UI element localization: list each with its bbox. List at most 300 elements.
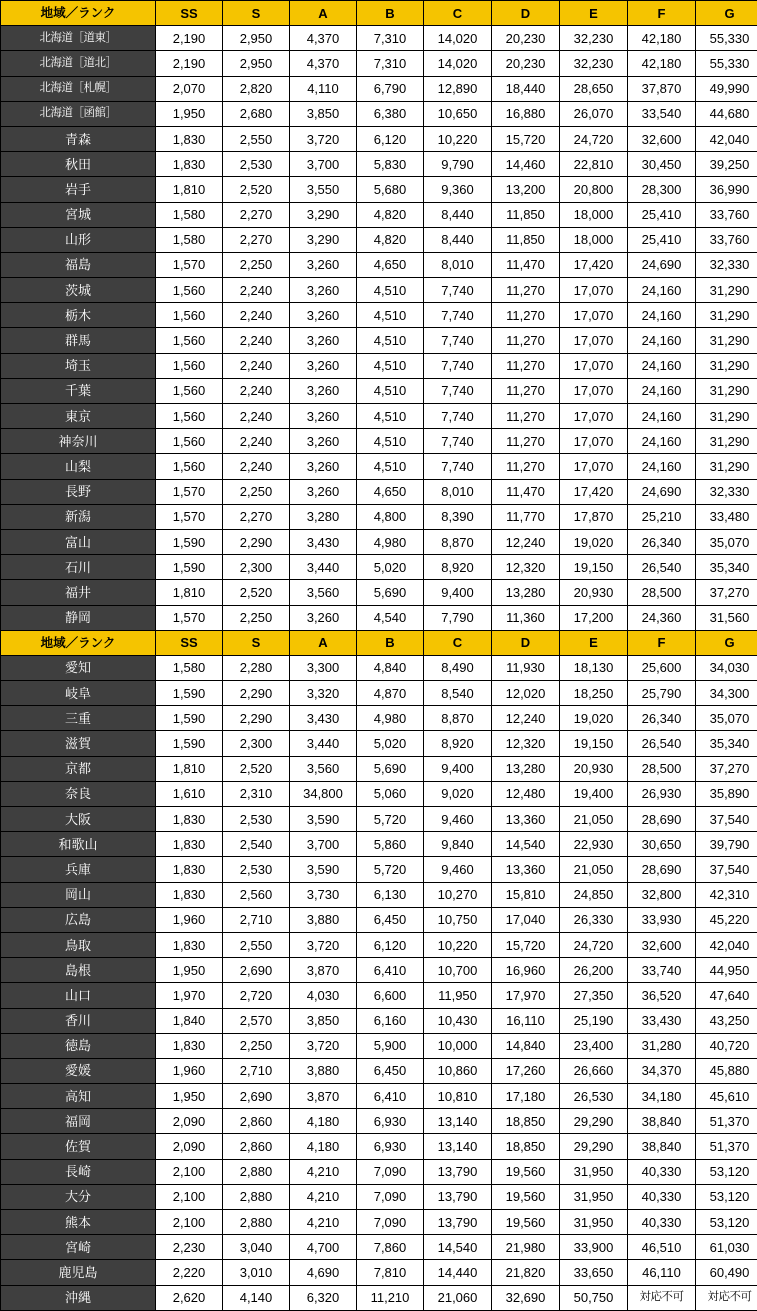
cell-price: 1,560 xyxy=(156,404,223,429)
row-header-region: 福岡 xyxy=(1,1109,156,1134)
cell-price: 9,400 xyxy=(424,580,492,605)
cell-price: 44,950 xyxy=(696,958,757,983)
cell-price: 12,320 xyxy=(492,555,560,580)
cell-price: 2,310 xyxy=(223,781,290,806)
table-row xyxy=(1,429,757,454)
cell-price: 2,710 xyxy=(223,1058,290,1083)
row-header-region: 茨城 xyxy=(1,278,156,303)
cell-price: 31,290 xyxy=(696,454,757,479)
cell-price: 45,610 xyxy=(696,1084,757,1109)
cell-price: 2,070 xyxy=(156,76,223,101)
cell-price: 5,900 xyxy=(357,1033,424,1058)
cell-price: 42,310 xyxy=(696,882,757,907)
column-header-rank: S xyxy=(223,1,290,26)
cell-price: 2,620 xyxy=(156,1285,223,1310)
cell-price: 20,230 xyxy=(492,51,560,76)
table-row xyxy=(1,655,757,680)
cell-price: 43,250 xyxy=(696,1008,757,1033)
cell-price: 2,300 xyxy=(223,731,290,756)
cell-price: 33,760 xyxy=(696,202,757,227)
cell-price: 6,450 xyxy=(357,1058,424,1083)
row-header-region: 青森 xyxy=(1,126,156,151)
cell-price: 23,400 xyxy=(560,1033,628,1058)
cell-price: 37,270 xyxy=(696,756,757,781)
cell-price: 11,470 xyxy=(492,252,560,277)
cell-price: 21,050 xyxy=(560,857,628,882)
cell-price: 2,100 xyxy=(156,1210,223,1235)
cell-price: 1,590 xyxy=(156,731,223,756)
cell-price: 13,280 xyxy=(492,580,560,605)
cell-price: 4,510 xyxy=(357,278,424,303)
cell-price: 34,370 xyxy=(628,1058,696,1083)
cell-price: 18,850 xyxy=(492,1134,560,1159)
cell-price: 20,930 xyxy=(560,756,628,781)
cell-price: 3,440 xyxy=(290,731,357,756)
cell-price: 26,340 xyxy=(628,706,696,731)
cell-price: 4,650 xyxy=(357,252,424,277)
column-header-region: 地域／ランク xyxy=(1,630,156,655)
cell-price: 11,270 xyxy=(492,328,560,353)
cell-price: 40,330 xyxy=(628,1184,696,1209)
cell-price: 5,060 xyxy=(357,781,424,806)
row-header-region: 群馬 xyxy=(1,328,156,353)
cell-price: 31,290 xyxy=(696,328,757,353)
cell-price: 4,800 xyxy=(357,504,424,529)
cell-price: 17,070 xyxy=(560,378,628,403)
cell-price: 32,600 xyxy=(628,126,696,151)
cell-price: 45,880 xyxy=(696,1058,757,1083)
cell-price: 2,880 xyxy=(223,1184,290,1209)
row-header-region: 岩手 xyxy=(1,177,156,202)
cell-price: 4,840 xyxy=(357,655,424,680)
cell-price: 24,160 xyxy=(628,378,696,403)
row-header-region: 和歌山 xyxy=(1,832,156,857)
cell-price: 36,990 xyxy=(696,177,757,202)
cell-price: 15,720 xyxy=(492,932,560,957)
cell-price: 55,330 xyxy=(696,26,757,51)
row-header-region: 京都 xyxy=(1,756,156,781)
cell-price: 2,280 xyxy=(223,655,290,680)
cell-price: 1,560 xyxy=(156,278,223,303)
cell-price: 17,070 xyxy=(560,429,628,454)
column-header-rank: C xyxy=(424,1,492,26)
table-row xyxy=(1,152,757,177)
table-row xyxy=(1,101,757,126)
row-header-region: 岡山 xyxy=(1,882,156,907)
cell-price: 1,560 xyxy=(156,353,223,378)
row-header-region: 沖縄 xyxy=(1,1285,156,1310)
cell-price: 11,270 xyxy=(492,303,560,328)
row-header-region: 滋賀 xyxy=(1,731,156,756)
cell-price: 21,060 xyxy=(424,1285,492,1310)
row-header-region: 栃木 xyxy=(1,303,156,328)
cell-price: 3,550 xyxy=(290,177,357,202)
cell-price: 8,010 xyxy=(424,252,492,277)
cell-price: 18,130 xyxy=(560,655,628,680)
cell-price: 8,440 xyxy=(424,227,492,252)
cell-price: 19,560 xyxy=(492,1184,560,1209)
row-header-region: 東京 xyxy=(1,404,156,429)
cell-price: 18,440 xyxy=(492,76,560,101)
cell-price: 60,490 xyxy=(696,1260,757,1285)
cell-price: 31,950 xyxy=(560,1210,628,1235)
cell-price: 33,930 xyxy=(628,907,696,932)
table-header-row xyxy=(1,1,757,26)
cell-price: 49,990 xyxy=(696,76,757,101)
table-row xyxy=(1,454,757,479)
cell-price: 32,230 xyxy=(560,51,628,76)
cell-price: 3,870 xyxy=(290,958,357,983)
cell-price: 12,480 xyxy=(492,781,560,806)
cell-price: 9,790 xyxy=(424,152,492,177)
cell-price: 18,850 xyxy=(492,1109,560,1134)
cell-price: 7,860 xyxy=(357,1235,424,1260)
table-row xyxy=(1,529,757,554)
cell-price: 4,540 xyxy=(357,605,424,630)
table-row xyxy=(1,76,757,101)
cell-price: 4,510 xyxy=(357,303,424,328)
column-header-rank: D xyxy=(492,630,560,655)
cell-price: 7,740 xyxy=(424,278,492,303)
table-row xyxy=(1,1008,757,1033)
cell-price: 2,520 xyxy=(223,580,290,605)
cell-price: 10,810 xyxy=(424,1084,492,1109)
cell-price: 17,970 xyxy=(492,983,560,1008)
cell-price: 42,180 xyxy=(628,26,696,51)
cell-price: 24,360 xyxy=(628,605,696,630)
cell-price: 16,110 xyxy=(492,1008,560,1033)
table-row xyxy=(1,907,757,932)
cell-price: 5,690 xyxy=(357,756,424,781)
column-header-rank: D xyxy=(492,1,560,26)
cell-price: 20,800 xyxy=(560,177,628,202)
cell-price: 27,350 xyxy=(560,983,628,1008)
cell-price: 5,690 xyxy=(357,580,424,605)
table-row xyxy=(1,1159,757,1184)
cell-price: 37,870 xyxy=(628,76,696,101)
cell-price: 3,430 xyxy=(290,529,357,554)
cell-price: 28,690 xyxy=(628,807,696,832)
row-header-region: 徳島 xyxy=(1,1033,156,1058)
cell-price: 4,370 xyxy=(290,26,357,51)
cell-price: 2,090 xyxy=(156,1109,223,1134)
cell-price: 4,820 xyxy=(357,202,424,227)
cell-price: 13,360 xyxy=(492,857,560,882)
cell-price: 17,070 xyxy=(560,278,628,303)
table-row xyxy=(1,882,757,907)
cell-price: 7,090 xyxy=(357,1210,424,1235)
cell-price: 10,750 xyxy=(424,907,492,932)
row-header-region: 兵庫 xyxy=(1,857,156,882)
cell-price: 3,560 xyxy=(290,580,357,605)
cell-price: 2,240 xyxy=(223,429,290,454)
cell-price: 13,200 xyxy=(492,177,560,202)
cell-price: 2,950 xyxy=(223,26,290,51)
cell-price: 7,740 xyxy=(424,353,492,378)
table-row xyxy=(1,404,757,429)
row-header-region: 静岡 xyxy=(1,605,156,630)
cell-price: 5,020 xyxy=(357,731,424,756)
table-row xyxy=(1,1285,757,1310)
cell-price: 17,070 xyxy=(560,328,628,353)
column-header-rank: E xyxy=(560,630,628,655)
cell-price: 32,330 xyxy=(696,252,757,277)
cell-price: 4,980 xyxy=(357,529,424,554)
cell-price: 1,950 xyxy=(156,101,223,126)
cell-price: 2,250 xyxy=(223,1033,290,1058)
cell-price: 8,870 xyxy=(424,529,492,554)
table-body xyxy=(1,1,757,1311)
cell-price: 24,160 xyxy=(628,454,696,479)
cell-price: 17,200 xyxy=(560,605,628,630)
cell-price: 26,340 xyxy=(628,529,696,554)
cell-price: 3,700 xyxy=(290,832,357,857)
cell-price: 28,300 xyxy=(628,177,696,202)
cell-price: 2,240 xyxy=(223,404,290,429)
cell-price: 26,530 xyxy=(560,1084,628,1109)
cell-price: 31,560 xyxy=(696,605,757,630)
table-row xyxy=(1,832,757,857)
cell-price: 5,720 xyxy=(357,807,424,832)
cell-price: 2,100 xyxy=(156,1184,223,1209)
cell-price: 33,760 xyxy=(696,227,757,252)
cell-price: 1,810 xyxy=(156,756,223,781)
table-row xyxy=(1,932,757,957)
cell-price: 7,740 xyxy=(424,328,492,353)
row-header-region: 神奈川 xyxy=(1,429,156,454)
cell-price: 1,810 xyxy=(156,580,223,605)
cell-price: 33,480 xyxy=(696,504,757,529)
cell-price: 9,360 xyxy=(424,177,492,202)
cell-price: 3,430 xyxy=(290,706,357,731)
cell-price: 2,290 xyxy=(223,706,290,731)
cell-price: 8,920 xyxy=(424,555,492,580)
cell-price: 33,540 xyxy=(628,101,696,126)
cell-price: 3,280 xyxy=(290,504,357,529)
cell-price: 2,240 xyxy=(223,353,290,378)
cell-price: 2,270 xyxy=(223,504,290,529)
cell-price: 7,740 xyxy=(424,429,492,454)
table-row xyxy=(1,731,757,756)
row-header-region: 山口 xyxy=(1,983,156,1008)
cell-price: 10,860 xyxy=(424,1058,492,1083)
cell-price: 14,540 xyxy=(424,1235,492,1260)
cell-price: 2,250 xyxy=(223,252,290,277)
row-header-region: 鳥取 xyxy=(1,932,156,957)
cell-price: 2,950 xyxy=(223,51,290,76)
cell-price: 10,220 xyxy=(424,932,492,957)
cell-price: 19,560 xyxy=(492,1210,560,1235)
cell-price: 6,930 xyxy=(357,1109,424,1134)
cell-price: 17,420 xyxy=(560,252,628,277)
row-header-region: 埼玉 xyxy=(1,353,156,378)
cell-price: 11,770 xyxy=(492,504,560,529)
cell-price: 4,370 xyxy=(290,51,357,76)
table-row xyxy=(1,177,757,202)
cell-price: 45,220 xyxy=(696,907,757,932)
table-row xyxy=(1,983,757,1008)
cell-price: 2,300 xyxy=(223,555,290,580)
table-row xyxy=(1,1235,757,1260)
cell-price: 1,570 xyxy=(156,605,223,630)
cell-price: 29,290 xyxy=(560,1134,628,1159)
cell-price: 2,250 xyxy=(223,479,290,504)
cell-price: 4,510 xyxy=(357,454,424,479)
cell-price: 3,260 xyxy=(290,303,357,328)
cell-price: 22,930 xyxy=(560,832,628,857)
cell-price: 2,240 xyxy=(223,378,290,403)
cell-price: 40,330 xyxy=(628,1159,696,1184)
cell-price: 11,270 xyxy=(492,353,560,378)
column-header-rank: F xyxy=(628,630,696,655)
cell-price: 6,320 xyxy=(290,1285,357,1310)
cell-price: 17,070 xyxy=(560,404,628,429)
cell-price: 11,270 xyxy=(492,454,560,479)
table-row xyxy=(1,202,757,227)
table-row xyxy=(1,479,757,504)
cell-price: 11,850 xyxy=(492,202,560,227)
cell-price: 3,440 xyxy=(290,555,357,580)
cell-price: 18,000 xyxy=(560,202,628,227)
cell-price: 6,450 xyxy=(357,907,424,932)
cell-price: 18,250 xyxy=(560,681,628,706)
cell-price: 40,720 xyxy=(696,1033,757,1058)
column-header-rank: A xyxy=(290,630,357,655)
cell-price: 9,460 xyxy=(424,857,492,882)
cell-price: 1,830 xyxy=(156,857,223,882)
table-row xyxy=(1,252,757,277)
cell-price: 8,870 xyxy=(424,706,492,731)
table-row xyxy=(1,504,757,529)
cell-price: 3,260 xyxy=(290,278,357,303)
cell-price: 32,330 xyxy=(696,479,757,504)
cell-price: 29,290 xyxy=(560,1109,628,1134)
cell-price: 34,800 xyxy=(290,781,357,806)
cell-price: 4,510 xyxy=(357,353,424,378)
cell-price: 24,690 xyxy=(628,479,696,504)
cell-price: 4,140 xyxy=(223,1285,290,1310)
cell-price: 34,030 xyxy=(696,655,757,680)
column-header-rank: S xyxy=(223,630,290,655)
table-row xyxy=(1,580,757,605)
cell-price: 39,790 xyxy=(696,832,757,857)
cell-price: 26,070 xyxy=(560,101,628,126)
cell-price: 12,890 xyxy=(424,76,492,101)
cell-price: 13,140 xyxy=(424,1134,492,1159)
column-header-rank: G xyxy=(696,630,757,655)
cell-price: 6,600 xyxy=(357,983,424,1008)
cell-price: 4,180 xyxy=(290,1109,357,1134)
row-header-region: 岐阜 xyxy=(1,681,156,706)
cell-price: 51,370 xyxy=(696,1134,757,1159)
cell-price: 2,550 xyxy=(223,126,290,151)
cell-price: 9,020 xyxy=(424,781,492,806)
cell-price: 35,070 xyxy=(696,706,757,731)
cell-price: 13,790 xyxy=(424,1159,492,1184)
cell-price: 19,400 xyxy=(560,781,628,806)
row-header-region: 熊本 xyxy=(1,1210,156,1235)
cell-price: 26,540 xyxy=(628,731,696,756)
cell-price: 32,600 xyxy=(628,932,696,957)
cell-price: 4,820 xyxy=(357,227,424,252)
cell-price: 20,230 xyxy=(492,26,560,51)
cell-price: 14,540 xyxy=(492,832,560,857)
cell-price: 4,870 xyxy=(357,681,424,706)
cell-price: 1,560 xyxy=(156,454,223,479)
cell-price: 7,090 xyxy=(357,1159,424,1184)
row-header-region: 佐賀 xyxy=(1,1134,156,1159)
table-row xyxy=(1,1084,757,1109)
cell-price: 44,680 xyxy=(696,101,757,126)
cell-price: 16,880 xyxy=(492,101,560,126)
cell-price: 61,030 xyxy=(696,1235,757,1260)
cell-price: 31,290 xyxy=(696,278,757,303)
cell-price: 17,070 xyxy=(560,303,628,328)
cell-price: 2,860 xyxy=(223,1134,290,1159)
cell-price: 26,330 xyxy=(560,907,628,932)
cell-price: 7,090 xyxy=(357,1184,424,1209)
cell-price: 24,160 xyxy=(628,353,696,378)
cell-price: 18,000 xyxy=(560,227,628,252)
cell-price: 10,650 xyxy=(424,101,492,126)
cell-price: 1,580 xyxy=(156,202,223,227)
cell-price: 5,680 xyxy=(357,177,424,202)
cell-price: 13,360 xyxy=(492,807,560,832)
cell-price: 1,560 xyxy=(156,328,223,353)
cell-price: 2,860 xyxy=(223,1109,290,1134)
cell-price: 2,880 xyxy=(223,1159,290,1184)
cell-price: 42,040 xyxy=(696,126,757,151)
cell-price: 2,530 xyxy=(223,857,290,882)
cell-price: 1,560 xyxy=(156,303,223,328)
row-header-region: 大分 xyxy=(1,1184,156,1209)
cell-price: 7,740 xyxy=(424,404,492,429)
cell-price: 14,440 xyxy=(424,1260,492,1285)
cell-price: 2,250 xyxy=(223,605,290,630)
cell-price: 3,290 xyxy=(290,227,357,252)
column-header-rank: E xyxy=(560,1,628,26)
cell-price: 11,270 xyxy=(492,404,560,429)
cell-price: 2,240 xyxy=(223,303,290,328)
cell-price: 5,720 xyxy=(357,857,424,882)
cell-price: 35,340 xyxy=(696,555,757,580)
cell-price: 2,720 xyxy=(223,983,290,1008)
cell-price: 2,560 xyxy=(223,882,290,907)
cell-price: 37,540 xyxy=(696,807,757,832)
row-header-region: 福島 xyxy=(1,252,156,277)
table-row xyxy=(1,278,757,303)
cell-price: 1,810 xyxy=(156,177,223,202)
cell-price: 2,290 xyxy=(223,529,290,554)
cell-price: 6,160 xyxy=(357,1008,424,1033)
cell-price: 1,590 xyxy=(156,706,223,731)
row-header-region: 富山 xyxy=(1,529,156,554)
cell-price: 36,520 xyxy=(628,983,696,1008)
cell-price: 21,050 xyxy=(560,807,628,832)
cell-price: 12,240 xyxy=(492,529,560,554)
cell-price: 2,240 xyxy=(223,454,290,479)
cell-price: 31,290 xyxy=(696,378,757,403)
cell-price: 4,650 xyxy=(357,479,424,504)
row-header-region: 北海道［函館］ xyxy=(1,101,156,126)
cell-price: 1,580 xyxy=(156,227,223,252)
cell-price: 21,820 xyxy=(492,1260,560,1285)
cell-price: 24,160 xyxy=(628,404,696,429)
table-row xyxy=(1,555,757,580)
cell-price: 33,650 xyxy=(560,1260,628,1285)
cell-price: 8,440 xyxy=(424,202,492,227)
cell-price: 14,020 xyxy=(424,51,492,76)
